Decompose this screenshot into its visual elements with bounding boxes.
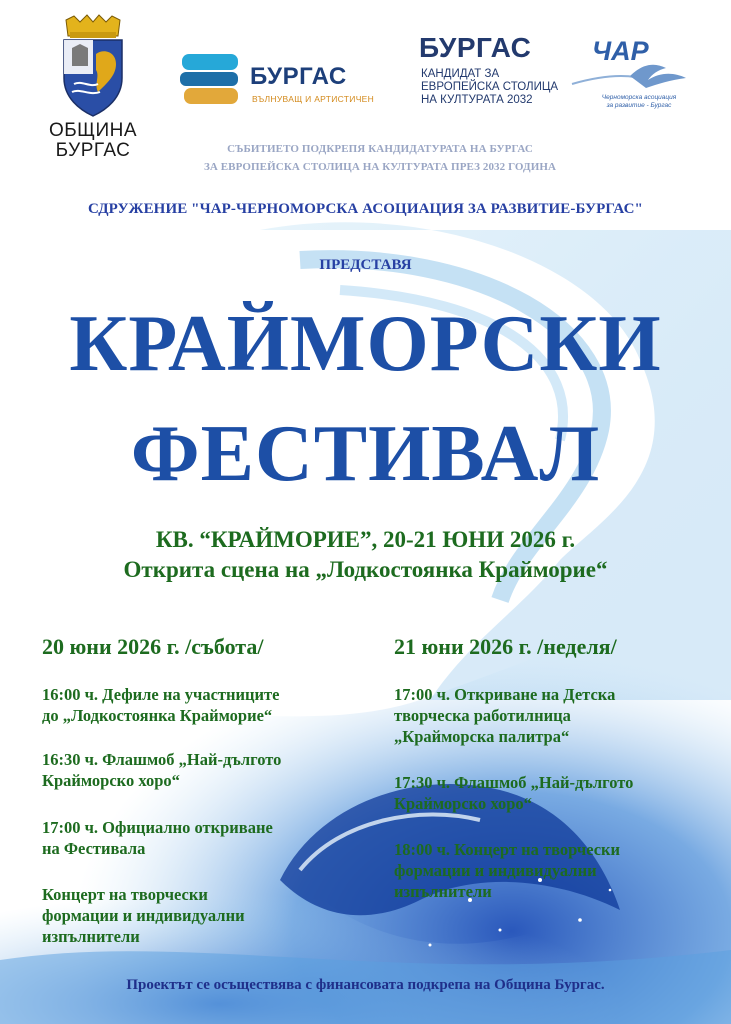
ecoc-logo-line3: НА КУЛТУРАТА 2032 xyxy=(421,94,533,106)
day1-program-item xyxy=(42,817,372,859)
program-line: творческа работилница xyxy=(394,706,571,725)
day1-program-item xyxy=(42,684,372,726)
day1-program-item xyxy=(42,884,372,947)
burgas-brand-word: БУРГАС xyxy=(250,63,347,90)
day2-heading: 21 юни 2026 г. /неделя/ xyxy=(394,634,617,659)
program-line: 16:30 ч. Флашмоб „Най-дългото xyxy=(42,750,282,769)
day2-program-item xyxy=(394,839,724,902)
program-line: Концерт на творчески xyxy=(42,885,208,904)
seagull-icon xyxy=(570,58,690,92)
program-line: „Крайморска палитра“ xyxy=(394,727,570,746)
municipality-line1: ОБЩИНА xyxy=(48,120,138,141)
municipality-line2: БУРГАС xyxy=(55,140,131,161)
program-line: на Фестивала xyxy=(42,839,146,858)
program-line: формации и индивидуални xyxy=(42,906,245,925)
support-line2: ЗА ЕВРОПЕЙСКА СТОЛИЦА НА КУЛТУРАТА ПРЕЗ 2032 ГОДИНА xyxy=(203,161,557,173)
festival-dateline: КВ. “КРАЙМОРИЕ”, 20-21 ЮНИ 2026 г. xyxy=(155,527,576,552)
program-line: 17:00 ч. Откриване на Детска xyxy=(394,685,616,704)
char-logo-word: ЧАР xyxy=(592,36,649,66)
festival-title-line1: КРАЙМОРСКИ xyxy=(69,300,662,388)
burgas-brand-tagline: ВЪЛНУВАЩ И АРТИСТИЧЕН xyxy=(252,94,375,104)
ecoc-logo-line2: ЕВРОПЕЙСКА СТОЛИЦА xyxy=(421,81,559,93)
char-logo-subtitle xyxy=(594,94,684,110)
festival-title-line2: ФЕСТИВАЛ xyxy=(130,410,601,498)
day2-program-item xyxy=(394,684,724,747)
program-line: изпълнители xyxy=(394,882,492,901)
program-line: Крайморско хоро“ xyxy=(394,794,532,813)
coat-of-arms-icon xyxy=(60,14,126,118)
ecoc-logo-line1: КАНДИДАТ ЗА xyxy=(421,68,500,80)
organizer-name: СДРУЖЕНИЕ "ЧАР-ЧЕРНОМОРСКА АСОЦИАЦИЯ ЗА РАЗВИТИЕ-БУРГАС" xyxy=(88,201,643,217)
program-line: 17:30 ч. Флашмоб „Най-дългото xyxy=(394,773,634,792)
day1-heading: 20 юни 2026 г. /събота/ xyxy=(42,634,264,659)
funding-footer: Проектът се осъществява с финансовата подкрепа на Община Бургас. xyxy=(126,977,605,993)
program-line: формации и индивидуални xyxy=(394,861,597,880)
burgas-brand-mark-icon xyxy=(180,52,240,108)
program-line: 16:00 ч. Дефиле на участниците xyxy=(42,685,280,704)
program-line: до „Лодкостоянка Крайморие“ xyxy=(42,706,273,725)
day2-program-item xyxy=(394,772,724,814)
ecoc-logo-title: БУРГАС xyxy=(419,32,532,63)
support-statement xyxy=(170,140,590,176)
municipality-label xyxy=(30,121,156,161)
support-line1: СЪБИТИЕТО ПОДКРЕПЯ КАНДИДАТУРАТА НА БУРГАС xyxy=(227,143,533,155)
program-line: Крайморско хоро“ xyxy=(42,771,180,790)
char-sub-line2: за развитие - Бургас xyxy=(606,102,672,109)
program-line: 18:00 ч. Концерт на творчески xyxy=(394,840,621,859)
program-line: изпълнители xyxy=(42,927,140,946)
char-sub-line1: Черноморска асоциация xyxy=(601,94,677,101)
program-line: 17:00 ч. Официално откриване xyxy=(42,818,273,837)
day1-program-item xyxy=(42,749,372,791)
festival-venue: Открита сцена на „Лодкостоянка Крайморие“ xyxy=(123,557,608,582)
presents-label: ПРЕДСТАВЯ xyxy=(319,257,412,273)
